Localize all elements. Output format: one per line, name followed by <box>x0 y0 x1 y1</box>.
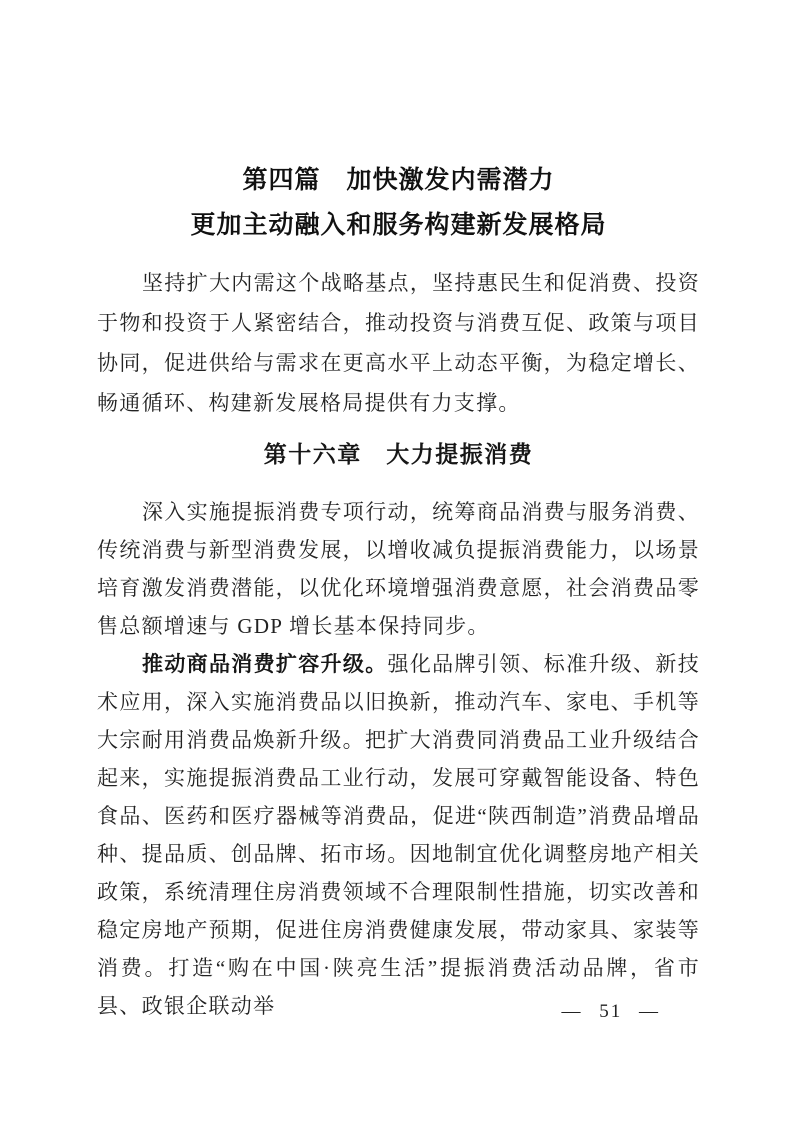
chapter-title: 第十六章 大力提振消费 <box>263 441 534 467</box>
page-content <box>97 0 700 1025</box>
part-title-line2: 更加主动融入和服务构建新发展格局 <box>190 212 607 239</box>
paragraph-bold-lead: 推动商品消费扩容升级。 <box>142 652 388 676</box>
paragraph-body-text: 强化品牌引领、标准升级、新技术应用，深入实施消费品以旧换新，推动汽车、家电、手机等大宗耐用消费品焕新升级。把扩大消费同消费品工业升级结合起来，实施提振消费品工业行动，发展可穿戴智能设备、特色食品、医药和医疗器械等消费品，促进“陕西制造”消费品增品种、提品质、创品牌、拓市场。因地制宜优化调整房地产相关政策，系统清理住房消费领域不合理限制性措施，切实改善和稳定房地产预期，促进住房消费健康发展，带动家具、家装等消费。打造“购在中国·陕亮生活”提振消费活动品牌，省市县、政银企联动举 <box>97 652 700 1018</box>
intro-paragraph: 坚持扩大内需这个战略基点，坚持惠民生和促消费、投资于物和投资于人紧密结合，推动投资与消费互促、政策与项目协同，促进供给与需求在更高水平上动态平衡，为稳定增长、畅通循环、构建新发展格局提供有力支撑。 <box>97 271 700 415</box>
commodity-consumption-paragraph <box>97 645 700 1025</box>
consumption-action-paragraph: 深入实施提振消费专项行动，统筹商品消费与服务消费、传统消费与新型消费发展，以增收减负提振消费能力，以场景培育激发消费潜能，以优化环境增强消费意愿，社会消费品零售总额增速与 GDP 增长基本保持同步。 <box>97 500 700 638</box>
part-title <box>97 158 700 248</box>
page-number: — 51 — <box>561 1001 660 1022</box>
part-title-line1: 第四篇 加快激发内需潜力 <box>242 167 555 194</box>
